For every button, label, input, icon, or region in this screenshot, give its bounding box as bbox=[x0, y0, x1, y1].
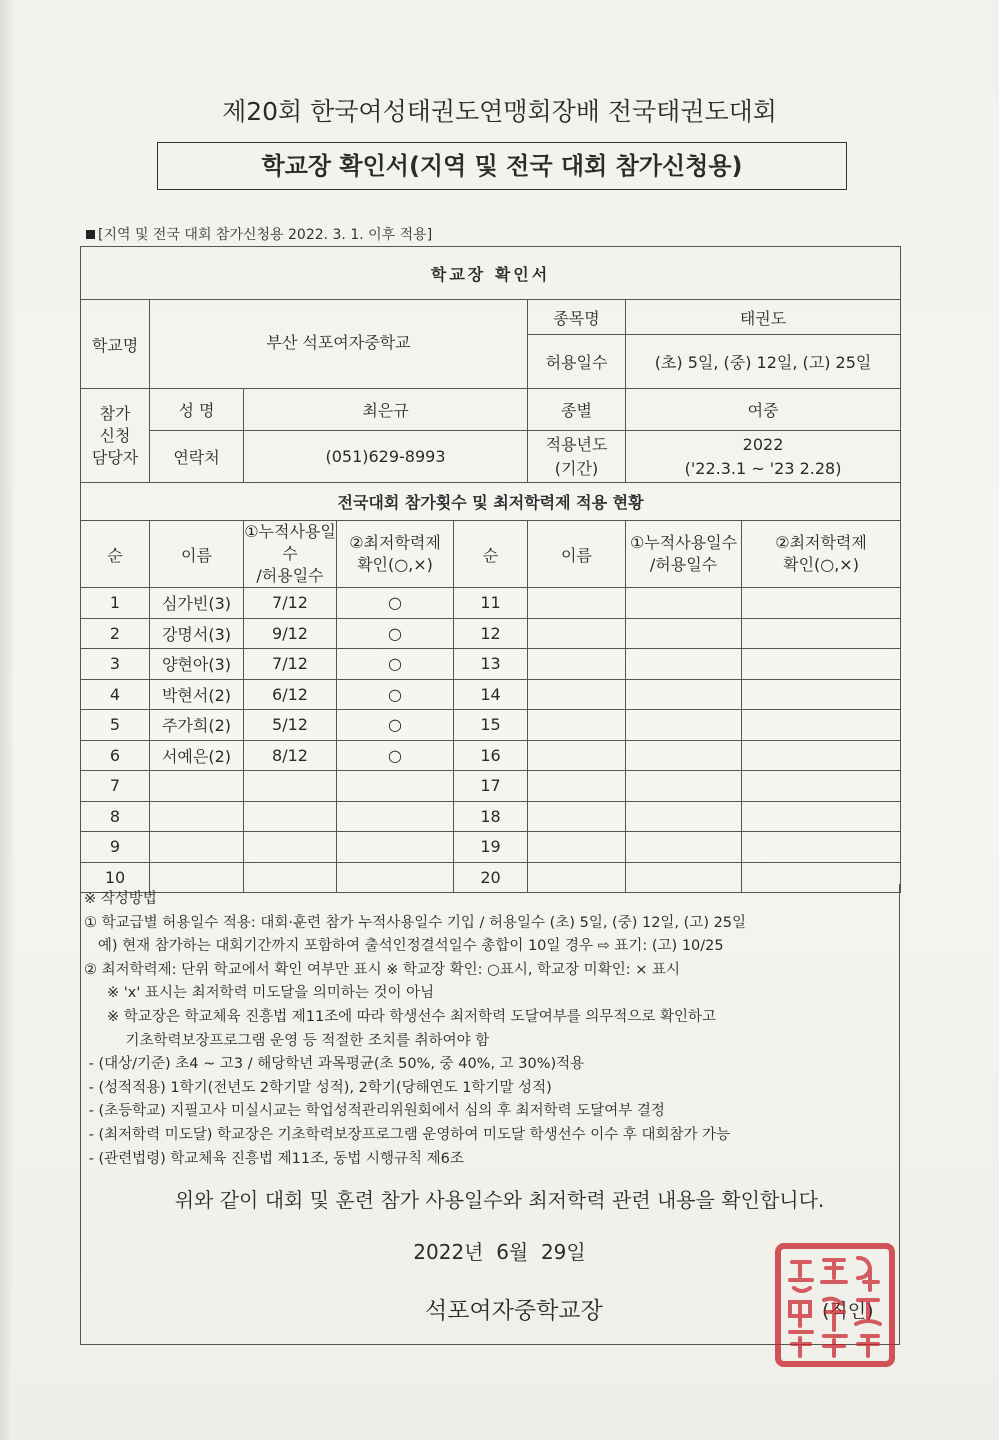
row-no: 5 bbox=[81, 710, 150, 741]
row-days bbox=[626, 771, 742, 802]
note-line: ※ 학교장은 학교체육 진흥법 제11조에 따라 학생선수 최저학력 도달여부를 의무적으로 확인하고 bbox=[84, 1008, 716, 1025]
row-name bbox=[528, 771, 626, 802]
table-row bbox=[81, 649, 901, 680]
row-days bbox=[626, 710, 742, 741]
row-name bbox=[528, 588, 626, 619]
row-name bbox=[528, 740, 626, 771]
note-line: - (대상/기준) 초4 ~ 고3 / 해당학년 과목평균(초 50%, 중 40%, 고 30%)적용 bbox=[84, 1056, 585, 1073]
row-days: 9/12 bbox=[244, 618, 337, 649]
note-line: ※ 'x' 표시는 최저학력 미도달을 의미하는 것이 아님 bbox=[84, 985, 435, 1002]
row-no: 11 bbox=[454, 588, 528, 619]
note-line: - (최저학력 미도달) 학교장은 기초학력보장프로그램 운영하여 미도달 학생선수 이수 후 대회참가 가능 bbox=[84, 1126, 731, 1143]
manager-name-label: 성 명 bbox=[150, 389, 244, 431]
allowed-days-value: (초) 5일, (중) 12일, (고) 25일 bbox=[626, 335, 901, 389]
table-row bbox=[81, 618, 901, 649]
principal-title: 석포여자중학교장 bbox=[425, 1298, 603, 1324]
row-check bbox=[742, 710, 901, 741]
square-bullet-icon bbox=[86, 230, 95, 239]
row-days bbox=[626, 832, 742, 863]
paper-edge-shadow bbox=[0, 0, 14, 1440]
col-header-name-right: 이름 bbox=[528, 521, 626, 588]
row-check bbox=[742, 801, 901, 832]
col-header-name-left: 이름 bbox=[150, 521, 244, 588]
event-name-value: 태권도 bbox=[626, 300, 901, 335]
row-name: 심가빈(3) bbox=[150, 588, 244, 619]
row-name: 박현서(2) bbox=[150, 679, 244, 710]
row-name bbox=[150, 771, 244, 802]
row-no: 2 bbox=[81, 618, 150, 649]
col-header-days-left: ①누적사용일수 /허용일수 bbox=[244, 521, 337, 588]
row-days bbox=[244, 771, 337, 802]
allowed-days-label: 허용일수 bbox=[528, 335, 626, 389]
manager-name-value: 최은규 bbox=[244, 389, 528, 431]
category-value: 여중 bbox=[626, 389, 901, 431]
event-name-label: 종목명 bbox=[528, 300, 626, 335]
row-days: 5/12 bbox=[244, 710, 337, 741]
table-row bbox=[81, 801, 901, 832]
col-header-no-right: 순 bbox=[454, 521, 528, 588]
col-header-check-right: ②최저학력제 확인(○,×) bbox=[742, 521, 901, 588]
row-name: 서예은(2) bbox=[150, 740, 244, 771]
applied-year-label: 적용년도 (기간) bbox=[528, 431, 626, 483]
table-row bbox=[81, 771, 901, 802]
confirmation-form-table bbox=[80, 246, 901, 893]
category-label: 종별 bbox=[528, 389, 626, 431]
row-check bbox=[742, 679, 901, 710]
note-line: - (관련법령) 학교체육 진흥법 제11조, 동법 시행규칙 제6조 bbox=[84, 1150, 464, 1167]
applicability-note bbox=[86, 224, 432, 244]
row-name bbox=[528, 649, 626, 680]
row-no: 12 bbox=[454, 618, 528, 649]
row-name: 강명서(3) bbox=[150, 618, 244, 649]
row-check bbox=[337, 801, 454, 832]
applied-period-value: ('22.3.1 ~ '23 2.28) bbox=[684, 458, 842, 478]
table-row bbox=[81, 710, 901, 741]
row-days bbox=[626, 618, 742, 649]
row-name: 양현아(3) bbox=[150, 649, 244, 680]
row-no: 8 bbox=[81, 801, 150, 832]
form-heading: 학교장 확인서 bbox=[81, 247, 901, 300]
row-days bbox=[626, 740, 742, 771]
row-days bbox=[626, 588, 742, 619]
row-no: 13 bbox=[454, 649, 528, 680]
row-no: 4 bbox=[81, 679, 150, 710]
row-no: 6 bbox=[81, 740, 150, 771]
note-line: - (성적적용) 1학기(전년도 2학기말 성적), 2학기(당해연도 1학기말 성적) bbox=[84, 1079, 552, 1096]
confirmation-date: 2022년 6월 29일 bbox=[413, 1240, 586, 1264]
seal-label: (직인) bbox=[822, 1300, 874, 1322]
row-days bbox=[626, 801, 742, 832]
applied-year-cell bbox=[626, 431, 901, 483]
instructions-notes bbox=[84, 888, 900, 1166]
note-line: ※ 작성방법 bbox=[84, 891, 157, 907]
row-no: 19 bbox=[454, 832, 528, 863]
note-line: ② 최저학력제: 단위 학교에서 확인 여부만 표시 ※ 학교장 확인: ○표시, 학교장 미확인: × 표시 bbox=[84, 961, 680, 978]
row-check bbox=[742, 771, 901, 802]
table-row bbox=[81, 832, 901, 863]
document-title: 제20회 한국여성태권도연맹회장배 전국태권도대회 bbox=[222, 97, 777, 126]
row-check bbox=[742, 649, 901, 680]
table-row bbox=[81, 740, 901, 771]
note-line: 기초학력보장프로그램 운영 등 적절한 조치를 취하여야 함 bbox=[84, 1032, 490, 1049]
document-subtitle-box: 학교장 확인서(지역 및 전국 대회 참가신청용) bbox=[157, 142, 847, 190]
table-row bbox=[81, 679, 901, 710]
row-name bbox=[528, 618, 626, 649]
row-days: 7/12 bbox=[244, 649, 337, 680]
note-line: 예) 현재 참가하는 대회기간까지 포함하여 출석인정결석일수 총합이 10일 경우 ⇨ 표기: (고) 10/25 bbox=[84, 938, 724, 955]
row-check bbox=[337, 771, 454, 802]
row-name: 주가희(2) bbox=[150, 710, 244, 741]
row-no: 15 bbox=[454, 710, 528, 741]
row-no: 3 bbox=[81, 649, 150, 680]
row-check: ○ bbox=[337, 649, 454, 680]
row-name bbox=[528, 710, 626, 741]
row-check bbox=[742, 832, 901, 863]
row-no: 14 bbox=[454, 679, 528, 710]
row-days bbox=[244, 832, 337, 863]
school-name-label: 학교명 bbox=[81, 300, 150, 389]
contact-label: 연락처 bbox=[150, 431, 244, 483]
official-seal-stamp bbox=[770, 1240, 900, 1370]
row-no: 9 bbox=[81, 832, 150, 863]
row-no: 7 bbox=[81, 771, 150, 802]
row-no: 18 bbox=[454, 801, 528, 832]
row-check bbox=[742, 618, 901, 649]
row-check bbox=[337, 832, 454, 863]
row-no: 17 bbox=[454, 771, 528, 802]
row-check: ○ bbox=[337, 710, 454, 741]
contact-value: (051)629-8993 bbox=[244, 431, 528, 483]
row-check bbox=[742, 740, 901, 771]
row-no: 16 bbox=[454, 740, 528, 771]
row-check: ○ bbox=[337, 679, 454, 710]
row-no: 10 bbox=[81, 862, 150, 893]
row-no: 20 bbox=[454, 862, 528, 893]
note-line: - (초등학교) 지필고사 미실시교는 학업성적관리위원회에서 심의 후 최저학력 도달여부 결정 bbox=[84, 1103, 665, 1120]
row-days: 8/12 bbox=[244, 740, 337, 771]
row-days bbox=[626, 649, 742, 680]
row-name bbox=[528, 801, 626, 832]
applicability-note-text: [지역 및 전국 대회 참가신청용 2022. 3. 1. 이후 적용] bbox=[98, 227, 433, 243]
row-name bbox=[150, 832, 244, 863]
row-check: ○ bbox=[337, 618, 454, 649]
col-header-check-left: ②최저학력제 확인(○,×) bbox=[337, 521, 454, 588]
row-check: ○ bbox=[337, 588, 454, 619]
row-days: 6/12 bbox=[244, 679, 337, 710]
row-no: 1 bbox=[81, 588, 150, 619]
section-title: 전국대회 참가횟수 및 최저학력제 적용 현황 bbox=[81, 483, 901, 521]
manager-label: 참가 신청 담당자 bbox=[81, 389, 150, 483]
school-name-value: 부산 석포여자중학교 bbox=[150, 300, 528, 389]
row-name bbox=[150, 801, 244, 832]
row-name bbox=[528, 832, 626, 863]
row-check bbox=[742, 588, 901, 619]
note-line: ① 학교급별 허용일수 적용: 대회·훈련 참가 누적사용일수 기입 / 허용일수 (초) 5일, (중) 12일, (고) 25일 bbox=[84, 914, 747, 931]
table-row bbox=[81, 588, 901, 619]
row-name bbox=[528, 679, 626, 710]
confirmation-statement: 위와 같이 대회 및 훈련 참가 사용일수와 최저학력 관련 내용을 확인합니다. bbox=[174, 1188, 825, 1212]
row-days: 7/12 bbox=[244, 588, 337, 619]
row-days bbox=[244, 801, 337, 832]
row-days bbox=[626, 679, 742, 710]
col-header-days-right: ①누적사용일수 /허용일수 bbox=[626, 521, 742, 588]
applied-year-value: 2022 bbox=[742, 434, 784, 454]
row-check: ○ bbox=[337, 740, 454, 771]
col-header-no-left: 순 bbox=[81, 521, 150, 588]
